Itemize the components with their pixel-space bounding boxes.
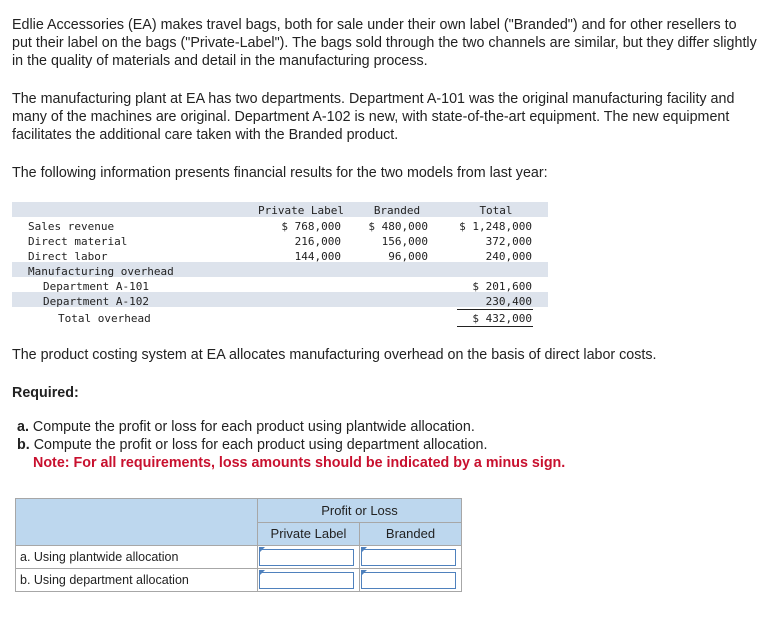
- requirement-b: [17, 436, 487, 454]
- department-private-input[interactable]: [259, 572, 354, 589]
- intro-paragraph-3: The following information presents financial results for the two models from last year:: [12, 165, 548, 181]
- column-header-branded: Branded: [373, 204, 421, 217]
- department-branded-cell: [360, 569, 462, 592]
- financial-results-table: [12, 202, 548, 328]
- input-marker-icon: [259, 547, 265, 553]
- table-row: [16, 569, 462, 592]
- requirement-a-text: Compute the profit or loss for each product using plantwide allocation.: [32, 419, 475, 435]
- plantwide-private-input[interactable]: [259, 549, 354, 566]
- row-label-manufacturing-overhead: Manufacturing overhead: [28, 265, 174, 278]
- row-label-sales-revenue: Sales revenue: [28, 220, 115, 233]
- subtotal-underline: [457, 309, 533, 310]
- plantwide-branded-cell: [360, 546, 462, 569]
- department-private-cell: [258, 569, 360, 592]
- requirement-b-letter: b.: [17, 437, 30, 453]
- row-label-department-a101: Department A-101: [43, 280, 149, 293]
- column-header-branded: Branded: [360, 522, 462, 546]
- requirement-a: [17, 418, 475, 436]
- total-double-underline: [457, 326, 533, 327]
- row-label-plantwide: a. Using plantwide allocation: [16, 546, 258, 569]
- row-label-total-overhead: Total overhead: [58, 312, 151, 325]
- department-a102-total: 230,400: [485, 295, 532, 308]
- table-row: [16, 546, 462, 569]
- row-label-direct-material: Direct material: [28, 235, 128, 248]
- profit-or-loss-header: Profit or Loss: [258, 499, 462, 523]
- requirement-b-text: Compute the profit or loss for each product using department allocation.: [33, 437, 488, 453]
- note-text: Note: For all requirements, loss amounts should be indicated by a minus sign.: [33, 455, 566, 471]
- row-label-department: b. Using department allocation: [16, 569, 258, 592]
- department-branded-input[interactable]: [361, 572, 456, 589]
- row-label-department-a102: Department A-102: [43, 295, 149, 308]
- sales-revenue-private: $ 768,000: [281, 220, 341, 233]
- input-marker-icon: [361, 547, 367, 553]
- direct-material-branded: 156,000: [381, 235, 428, 248]
- sales-revenue-total: $ 1,248,000: [459, 220, 532, 233]
- intro-paragraph-1: Edlie Accessories (EA) makes travel bags, both for sale under their own label ("Branded") and for other resellers to put their label on the bags ("Private-Label"). The bags sold through the two channels are similar, but they differ slightly in the quality of materials and detail in the manufacturing process.: [12, 17, 757, 69]
- sales-revenue-branded: $ 480,000: [368, 220, 428, 233]
- direct-labor-branded: 96,000: [388, 250, 428, 263]
- column-header-total: Total: [479, 204, 513, 217]
- requirement-a-letter: a.: [17, 419, 29, 435]
- department-a101-total: $ 201,600: [472, 280, 532, 293]
- total-overhead-total: $ 432,000: [472, 312, 532, 325]
- answer-table: [15, 498, 462, 592]
- direct-labor-private: 144,000: [294, 250, 341, 263]
- allocation-paragraph: The product costing system at EA allocates manufacturing overhead on the basis of direct labor costs.: [12, 347, 657, 363]
- required-heading: Required:: [12, 385, 79, 401]
- column-header-private-label: Private Label: [257, 204, 345, 217]
- plantwide-private-cell: [258, 546, 360, 569]
- input-marker-icon: [259, 570, 265, 576]
- intro-paragraph-2: The manufacturing plant at EA has two departments. Department A-101 was the original manufacturing facility and many of the machines are original. Department A-102 is new, with state-of-the-art equipment. The new equipment facilitates the additional care taken with the Branded product.: [12, 91, 735, 143]
- input-marker-icon: [361, 570, 367, 576]
- direct-labor-total: 240,000: [485, 250, 532, 263]
- plantwide-branded-input[interactable]: [361, 549, 456, 566]
- answer-table-corner: [16, 499, 258, 546]
- direct-material-private: 216,000: [294, 235, 341, 248]
- row-label-direct-labor: Direct labor: [28, 250, 108, 263]
- direct-material-total: 372,000: [485, 235, 532, 248]
- column-header-private-label: Private Label: [258, 522, 360, 546]
